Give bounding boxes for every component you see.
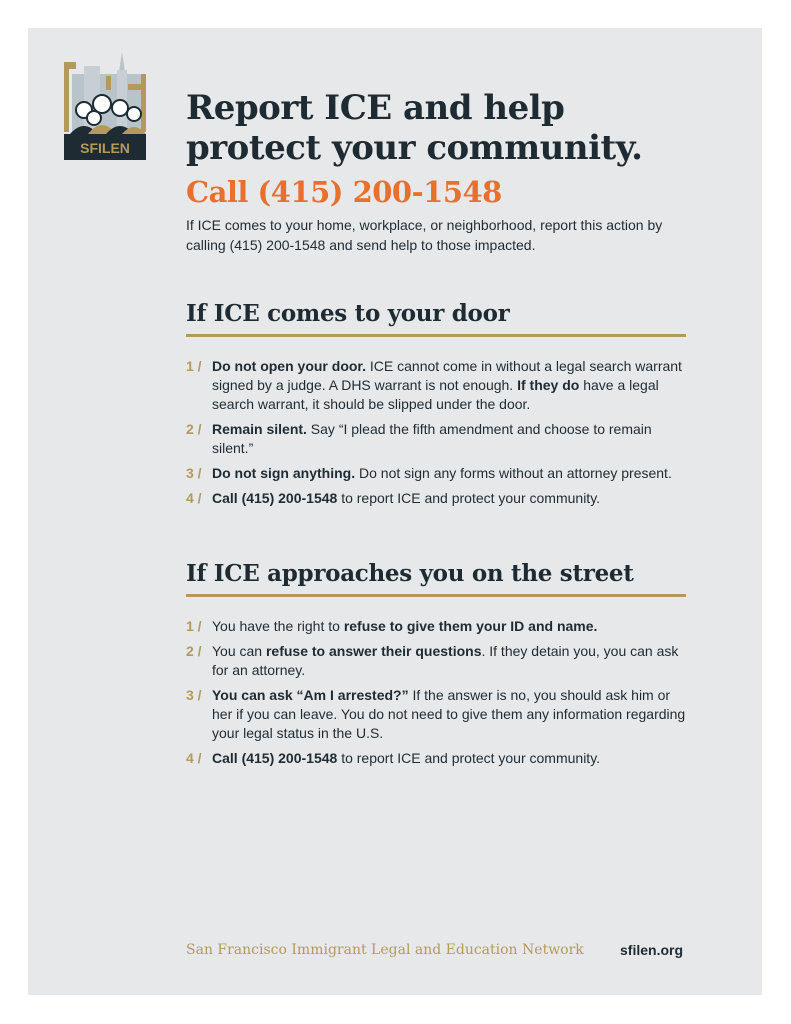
title-line-2: protect your community. (186, 128, 643, 168)
list-item: 1 / Do not open your door. ICE cannot come in without a legal search warrant signed by a judge. A DHS warrant is not enough. If they do have a legal search warrant, it should be slipped under the door. (186, 358, 682, 412)
door-section (186, 298, 686, 514)
footer-website-link[interactable]: sfilen.org (620, 942, 684, 958)
street-list (186, 617, 686, 768)
sfilen-logo (62, 50, 148, 162)
list-item: 4 / Call (415) 200-1548 to report ICE and protect your community. (186, 490, 601, 506)
logo-text: SFILEN (80, 140, 130, 156)
street-section (186, 558, 686, 774)
title-line-1: Report ICE and help (186, 88, 565, 128)
phone-number: Call (415) 200-1548 (186, 175, 502, 209)
list-item: 3 / Do not sign anything. Do not sign any forms without an attorney present. (186, 465, 672, 481)
list-item: 1 / You have the right to refuse to give them your ID and name. (186, 618, 598, 634)
intro-text: If ICE comes to your home, workplace, or neighborhood, report this action by calling (415) 200-1548 and send help to those impacted. (186, 217, 663, 253)
list-item: 4 / Call (415) 200-1548 to report ICE and protect your community. (186, 750, 601, 766)
list-item: 2 / Remain silent. Say “I plead the fifth amendment and choose to remain silent.” (186, 421, 652, 456)
list-item: 2 / You can refuse to answer their questions. If they detain you, you can ask for an attorney. (186, 643, 679, 678)
door-heading: If ICE comes to your door (186, 298, 686, 337)
door-list (186, 357, 686, 508)
list-item: 3 / You can ask “Am I arrested?” If the answer is no, you should ask him or her if you can leave. You do not need to give them any information regarding your legal status in the U.S. (186, 687, 686, 741)
page-title (186, 88, 642, 168)
street-heading: If ICE approaches you on the street (186, 558, 686, 597)
footer-org-name: San Francisco Immigrant Legal and Education Network (186, 942, 584, 958)
